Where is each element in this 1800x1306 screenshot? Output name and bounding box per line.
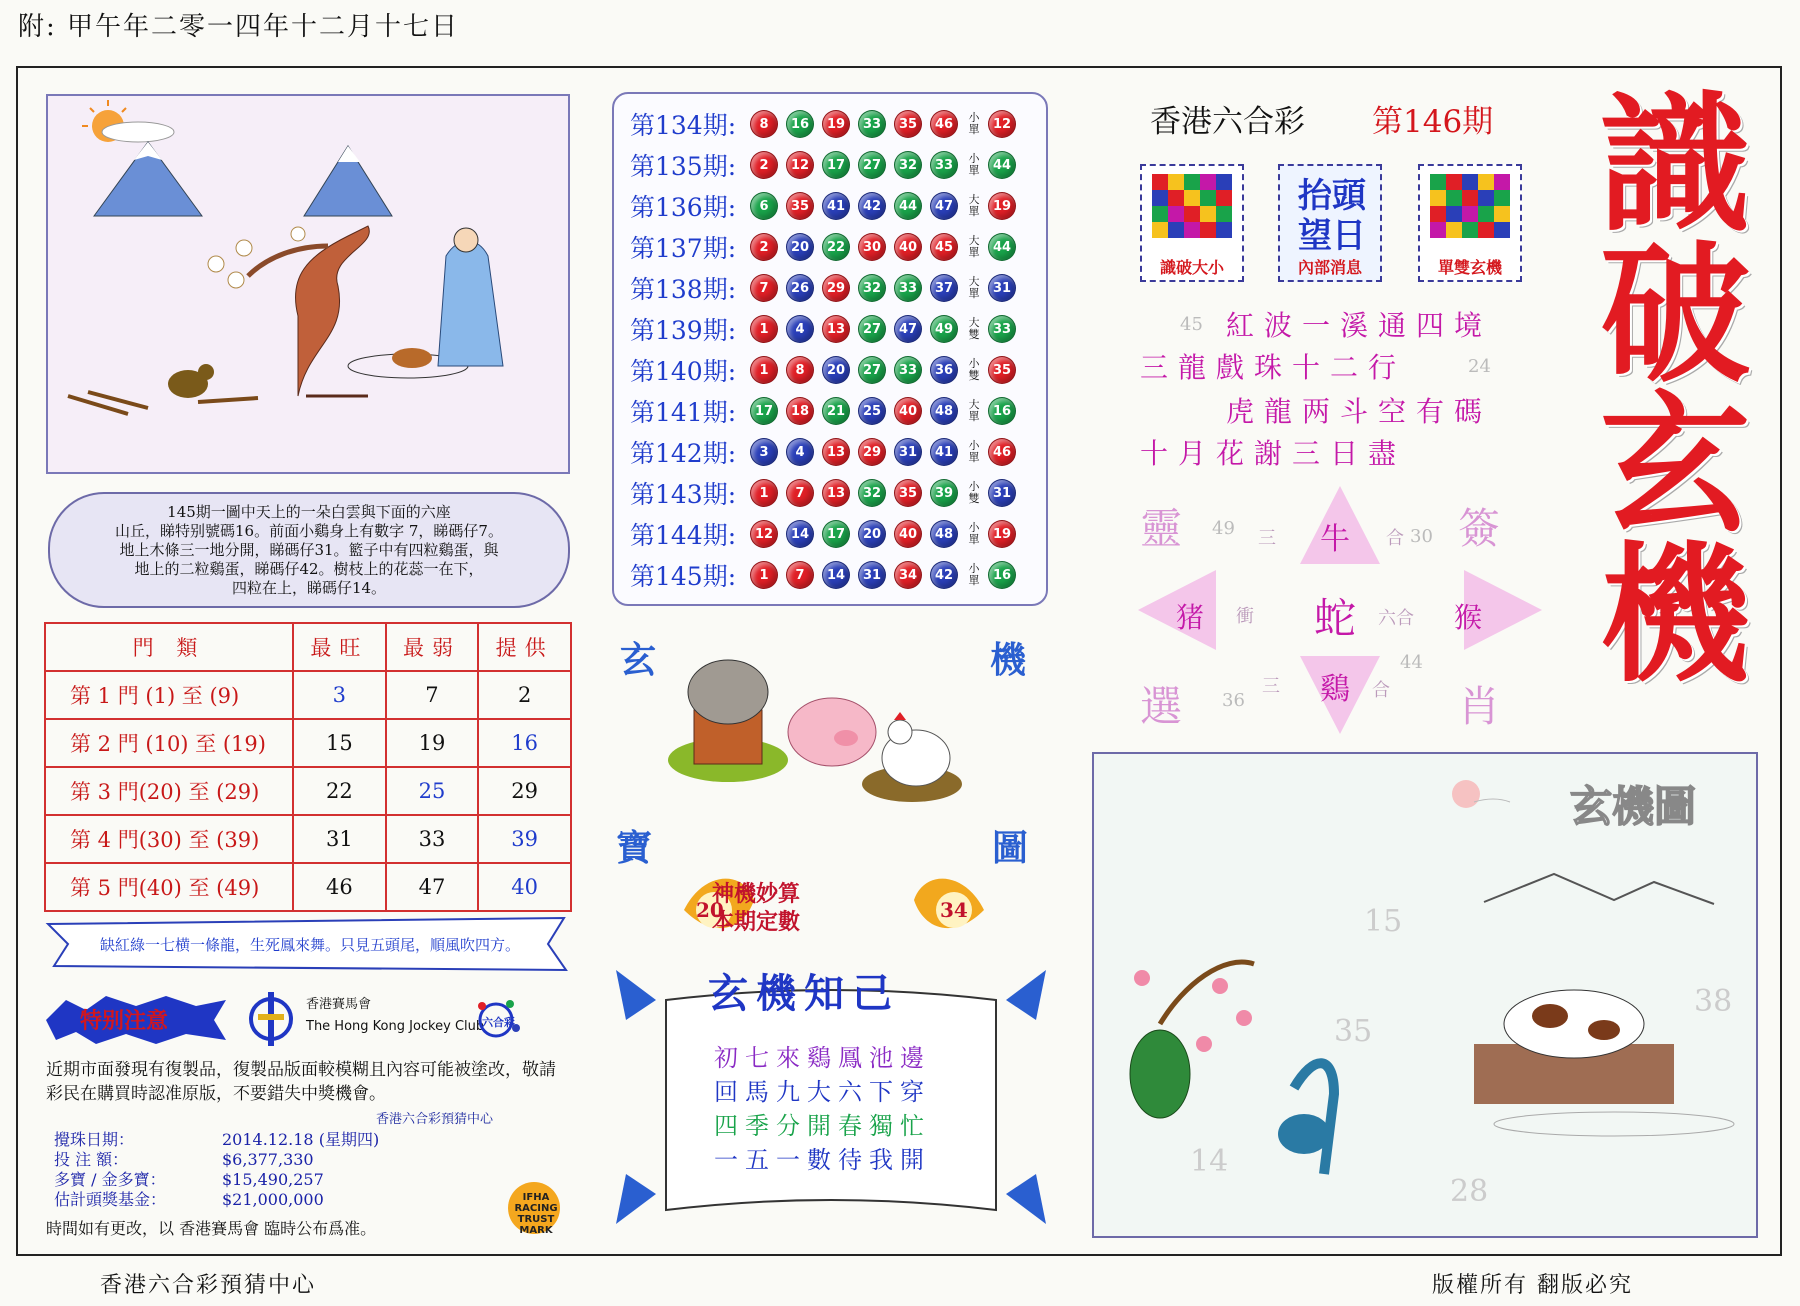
draw-info-row [54, 1150, 379, 1170]
lottery-ball: 35 [786, 192, 814, 220]
lottery-ball: 13 [822, 438, 850, 466]
lottery-ball: 48 [930, 397, 958, 425]
size-parity-tag: 小單 [968, 152, 980, 177]
history-period-label: 第135期: [630, 152, 737, 181]
zodiac-corner: 選 [1140, 682, 1183, 731]
zodiac-right: 猴 [1454, 601, 1483, 634]
size-parity-tag: 大單 [968, 193, 980, 218]
lottery-ball: 32 [894, 151, 922, 179]
size-parity-tag: 小單 [968, 111, 980, 136]
zodiac-small: 三 [1262, 676, 1280, 697]
hidden-number: 35 [1334, 1014, 1373, 1049]
scroll-line: 初七來鷄鳳池邊 [714, 1044, 931, 1072]
gate-give: 2 [478, 671, 571, 719]
gate-name: 第 4 門(30) 至 (39) [45, 815, 293, 863]
lottery-ball: 21 [822, 397, 850, 425]
history-row [630, 147, 1024, 183]
special-ball: 31 [988, 274, 1016, 302]
tile-label: 內部消息 [1297, 258, 1362, 277]
mosaic-icon [1420, 166, 1520, 256]
history-period-label: 第136期: [630, 193, 737, 222]
zodiac-small: 衝 [1236, 606, 1254, 627]
scroll-line: 一五一數待我開 [714, 1146, 931, 1174]
zodiac-bottom: 鷄 [1320, 672, 1350, 707]
poem-number: 45 [1180, 314, 1203, 335]
col-header: 最弱 [386, 623, 479, 671]
gate-give: 16 [478, 719, 571, 767]
lottery-ball: 17 [822, 520, 850, 548]
footer-right: 版權所有 翻版必究 [1432, 1273, 1633, 1298]
lottery-ball: 41 [930, 438, 958, 466]
banner-text: 缺紅綠一七横一條龍，生死鳳來舞。只見五頭尾，順風吹四方。 [99, 936, 520, 954]
lottery-ball: 1 [750, 561, 778, 589]
gate-min: 19 [386, 719, 479, 767]
history-row [630, 475, 1024, 511]
zodiac-num: 30 [1410, 526, 1433, 547]
draw-info-row [54, 1190, 379, 1210]
lottery-ball: 48 [930, 520, 958, 548]
gate-name: 第 2 門 (10) 至 (19) [45, 719, 293, 767]
history-row [630, 229, 1024, 265]
gate-min: 25 [386, 767, 479, 815]
header-date: 附: 甲午年二零一四年十二月十七日 [18, 12, 460, 42]
gate-min: 47 [386, 863, 479, 911]
big-title: 識破玄機 [1599, 77, 1750, 703]
side-char: 寶 [616, 827, 653, 869]
zodiac-corner: 靈 [1140, 504, 1183, 553]
history-row [630, 557, 1024, 593]
special-ball: 16 [988, 397, 1016, 425]
special-ball: 12 [988, 110, 1016, 138]
lottery-ball: 31 [894, 438, 922, 466]
lottery-ball: 33 [858, 110, 886, 138]
hkjc-name-en: The Hong Kong Jockey Club [306, 1019, 485, 1034]
lottery-ball: 25 [858, 397, 886, 425]
lottery-ball: 46 [930, 110, 958, 138]
history-row [630, 188, 1024, 224]
lottery-ball: 2 [750, 151, 778, 179]
gate-min: 33 [386, 815, 479, 863]
poem-line: 虎龍两斗空有碼 [1226, 395, 1493, 428]
history-period-label: 第140期: [630, 357, 737, 386]
zodiac-center: 蛇 [1314, 594, 1357, 643]
lottery-ball: 20 [858, 520, 886, 548]
notice-body: 近期市面發現有復製品，復製品版面較模糊且內容可能被塗改，敬請彩民在購買時認准原版，不要錯失中獎機會。 [46, 1060, 556, 1104]
tile-label: 單雙玄機 [1437, 258, 1502, 277]
lottery-ball: 32 [858, 479, 886, 507]
lottery-ball: 1 [750, 356, 778, 384]
lottery-ball: 17 [822, 151, 850, 179]
lottery-ball: 40 [894, 233, 922, 261]
slogan-number: 34 [940, 898, 968, 922]
size-parity-tag: 大雙 [968, 316, 980, 341]
riddle-line: 四粒在上，睇碼仔14。 [231, 578, 387, 597]
draw-info [54, 1130, 379, 1210]
lottery-ball: 30 [858, 233, 886, 261]
history-row [630, 270, 1024, 306]
draw-info-label: 攪珠日期： [54, 1130, 135, 1149]
lottery-ball: 20 [822, 356, 850, 384]
lottery-ball: 33 [894, 356, 922, 384]
gate-give: 29 [478, 767, 571, 815]
zodiac-corner: 肖 [1458, 682, 1501, 731]
hkjc-name [306, 994, 484, 1038]
lottery-ball: 6 [750, 192, 778, 220]
lottery-ball: 40 [894, 397, 922, 425]
riddle-line: 地上木條三一地分開，睇碼仔31。籃子中有四粒鷄蛋，與 [119, 540, 499, 559]
history-period-label: 第142期: [630, 439, 737, 468]
history-row [630, 352, 1024, 388]
lottery-ball: 33 [894, 274, 922, 302]
issue-number: 第146期 [1372, 104, 1494, 140]
lottery-ball: 44 [894, 192, 922, 220]
zodiac-small: 合 [1386, 528, 1404, 549]
zodiac-top: 牛 [1320, 522, 1350, 557]
lottery-ball: 26 [786, 274, 814, 302]
lottery-ball: 22 [822, 233, 850, 261]
riddle-line: 145期一圖中天上的一朵白雲與下面的六座 [167, 502, 451, 521]
gate-give: 40 [478, 863, 571, 911]
col-header: 提供 [478, 623, 571, 671]
gate-max: 31 [293, 815, 386, 863]
footer-left: 香港六合彩預猜中心 [100, 1273, 317, 1298]
riddle-line: 山丘，睇特别號碼16。前面小鷄身上有數字 7，睇碼仔7。 [115, 521, 503, 540]
lottery-ball: 14 [822, 561, 850, 589]
slogan-line: 本期定數 [712, 909, 801, 935]
slogan-line: 神機妙算 [712, 881, 801, 907]
slogan-number: 20 [696, 898, 724, 922]
gate-give: 39 [478, 815, 571, 863]
draw-info-label: 估計頭獎基金： [54, 1190, 167, 1209]
lottery-ball: 35 [894, 479, 922, 507]
riddle-line: 地上的二粒鷄蛋，睇碼仔42。樹枝上的花蕊一在下， [134, 559, 484, 578]
hidden-number: 38 [1694, 984, 1733, 1019]
history-row [630, 393, 1024, 429]
gate-name: 第 3 門(20) 至 (29) [45, 767, 293, 815]
special-ball: 44 [988, 151, 1016, 179]
gate-name: 第 1 門 (1) 至 (9) [45, 671, 293, 719]
hidden-number: 15 [1364, 904, 1403, 939]
xuanji-picture-title: 玄機圖 [1569, 782, 1696, 831]
lottery-ball: 40 [894, 520, 922, 548]
ifha-logo [494, 1180, 574, 1236]
draw-info-row [54, 1170, 379, 1190]
table-header-row [45, 623, 571, 671]
lottery-ball: 7 [750, 274, 778, 302]
tile-size [1140, 164, 1244, 282]
table-row [45, 767, 571, 815]
poem-number: 24 [1468, 356, 1491, 377]
lottery-ball: 8 [786, 356, 814, 384]
size-parity-tag: 大單 [968, 398, 980, 423]
table-row [45, 719, 571, 767]
lottery-ball: 7 [786, 561, 814, 589]
lottery-ball: 45 [930, 233, 958, 261]
hidden-number: 28 [1450, 1174, 1489, 1209]
xuanji-picture [1092, 752, 1758, 1238]
gate-max: 46 [293, 863, 386, 911]
size-parity-tag: 大單 [968, 234, 980, 259]
special-ball: 19 [988, 520, 1016, 548]
lottery-ball: 35 [894, 110, 922, 138]
zodiac-small: 六合 [1378, 608, 1414, 629]
riddle-text-box [48, 492, 570, 608]
side-char: 圖 [992, 827, 1029, 869]
history-period-label: 第137期: [630, 234, 737, 263]
lottery-ball: 27 [858, 315, 886, 343]
table-row [45, 671, 571, 719]
lottery-ball: 27 [858, 151, 886, 179]
lottery-ball: 12 [786, 151, 814, 179]
right-title: 香港六合彩 [1150, 104, 1305, 140]
lottery-ball: 33 [930, 151, 958, 179]
lottery-ball: 4 [786, 315, 814, 343]
col-header: 最旺 [293, 623, 386, 671]
slogan [712, 880, 800, 936]
col-header: 門 類 [45, 623, 293, 671]
history-period-label: 第143期: [630, 480, 737, 509]
mark6-logo [468, 996, 524, 1042]
size-parity-tag: 小雙 [968, 480, 980, 505]
zodiac-left: 猪 [1176, 601, 1205, 634]
zodiac-small: 合 [1372, 680, 1390, 701]
lottery-ball: 37 [930, 274, 958, 302]
size-parity-tag: 大單 [968, 275, 980, 300]
tile-main-text: 抬頭望日 [1298, 176, 1366, 256]
history-row [630, 106, 1024, 142]
table-row [45, 863, 571, 911]
draw-info-label: 投 注 額： [54, 1150, 129, 1169]
draw-history-panel [612, 92, 1048, 606]
ifha-logo-text: IFHA RACING TRUST MARK [514, 1192, 558, 1236]
lottery-ball: 2 [750, 233, 778, 261]
zodiac-small: 三 [1258, 528, 1276, 549]
gate-min: 7 [386, 671, 479, 719]
hkjc-name-cn: 香港賽馬會 [306, 997, 372, 1012]
special-ball: 31 [988, 479, 1016, 507]
lottery-ball: 17 [750, 397, 778, 425]
draw-info-value: $6,377,330 [222, 1150, 314, 1169]
tile-odd-even [1418, 164, 1522, 282]
lottery-ball: 13 [822, 479, 850, 507]
history-period-label: 第144期: [630, 521, 737, 550]
history-period-label: 第141期: [630, 398, 737, 427]
history-period-label: 第139期: [630, 316, 737, 345]
lottery-ball: 27 [858, 356, 886, 384]
lottery-ball: 16 [786, 110, 814, 138]
scroll-line: 回馬九大六下穿 [714, 1078, 931, 1106]
table-row [45, 815, 571, 863]
draw-info-value: $21,000,000 [222, 1190, 324, 1209]
lottery-ball: 12 [750, 520, 778, 548]
zodiac-num: 36 [1222, 690, 1245, 711]
notice-signature: 香港六合彩預猜中心 [376, 1112, 494, 1127]
zodiac-num: 44 [1400, 652, 1423, 673]
lottery-ball: 39 [930, 479, 958, 507]
gate-max: 22 [293, 767, 386, 815]
size-parity-tag: 小單 [968, 562, 980, 587]
lottery-ball: 4 [786, 438, 814, 466]
draw-note: 時間如有更改，以 香港賽馬會 臨時公布爲准。 [46, 1219, 377, 1238]
hkjc-logo-icon [246, 986, 296, 1052]
special-ball: 35 [988, 356, 1016, 384]
history-row [630, 311, 1024, 347]
size-parity-tag: 小雙 [968, 357, 980, 382]
history-row [630, 434, 1024, 470]
history-row [630, 516, 1024, 552]
riddle-picture [46, 94, 570, 474]
mark6-logo-text: 六合彩 [482, 1016, 515, 1029]
tile-inside-news [1278, 164, 1382, 282]
lottery-ball: 36 [930, 356, 958, 384]
lottery-ball: 32 [858, 274, 886, 302]
draw-info-value: 2014.12.18 (星期四) [222, 1130, 380, 1149]
hidden-number: 14 [1190, 1144, 1229, 1179]
lottery-ball: 31 [858, 561, 886, 589]
mosaic-icon [1142, 166, 1242, 256]
lottery-ball: 47 [894, 315, 922, 343]
poem-line: 三龍戲珠十二行 [1140, 351, 1407, 384]
lottery-ball: 47 [930, 192, 958, 220]
tile-label: 識破大小 [1159, 258, 1224, 277]
lottery-ball: 42 [930, 561, 958, 589]
lottery-ball: 13 [822, 315, 850, 343]
scroll-line: 四季分開春獨忙 [714, 1112, 931, 1140]
gate-name: 第 5 門(40) 至 (49) [45, 863, 293, 911]
special-ball: 16 [988, 561, 1016, 589]
special-ball: 46 [988, 438, 1016, 466]
lottery-ball: 29 [858, 438, 886, 466]
lottery-ball: 20 [786, 233, 814, 261]
poem-line: 十月花謝三日盡 [1140, 437, 1407, 470]
size-parity-tag: 小單 [968, 439, 980, 464]
lottery-ball: 29 [822, 274, 850, 302]
lottery-ball: 7 [786, 479, 814, 507]
lottery-ball: 1 [750, 479, 778, 507]
lottery-ball: 8 [750, 110, 778, 138]
gate-max: 15 [293, 719, 386, 767]
gate-max: 3 [293, 671, 386, 719]
lottery-ball: 19 [822, 110, 850, 138]
draw-info-value: $15,490,257 [222, 1170, 324, 1189]
zodiac-corner: 簽 [1458, 504, 1501, 553]
history-period-label: 第138期: [630, 275, 737, 304]
draw-info-label: 多寶 / 金多寶： [54, 1170, 166, 1189]
zodiac-num: 49 [1212, 518, 1235, 539]
draw-info-row [54, 1130, 379, 1150]
lottery-ball: 14 [786, 520, 814, 548]
lottery-ball: 3 [750, 438, 778, 466]
side-char: 玄 [620, 639, 657, 681]
lottery-ball: 49 [930, 315, 958, 343]
size-parity-tag: 小單 [968, 521, 980, 546]
lottery-ball: 18 [786, 397, 814, 425]
lottery-ball: 34 [894, 561, 922, 589]
history-period-label: 第134期: [630, 111, 737, 140]
gate-table [44, 622, 572, 912]
poem-line: 紅波一溪通四境 [1226, 309, 1493, 342]
special-ball: 19 [988, 192, 1016, 220]
lottery-ball: 1 [750, 315, 778, 343]
special-ball: 44 [988, 233, 1016, 261]
notice-badge: 特别注意 [80, 1008, 169, 1034]
side-char: 機 [990, 639, 1027, 681]
special-ball: 33 [988, 315, 1016, 343]
scroll-title: 玄機知己 [708, 970, 900, 1017]
history-period-label: 第145期: [630, 562, 737, 591]
lottery-ball: 41 [822, 192, 850, 220]
lottery-ball: 42 [858, 192, 886, 220]
